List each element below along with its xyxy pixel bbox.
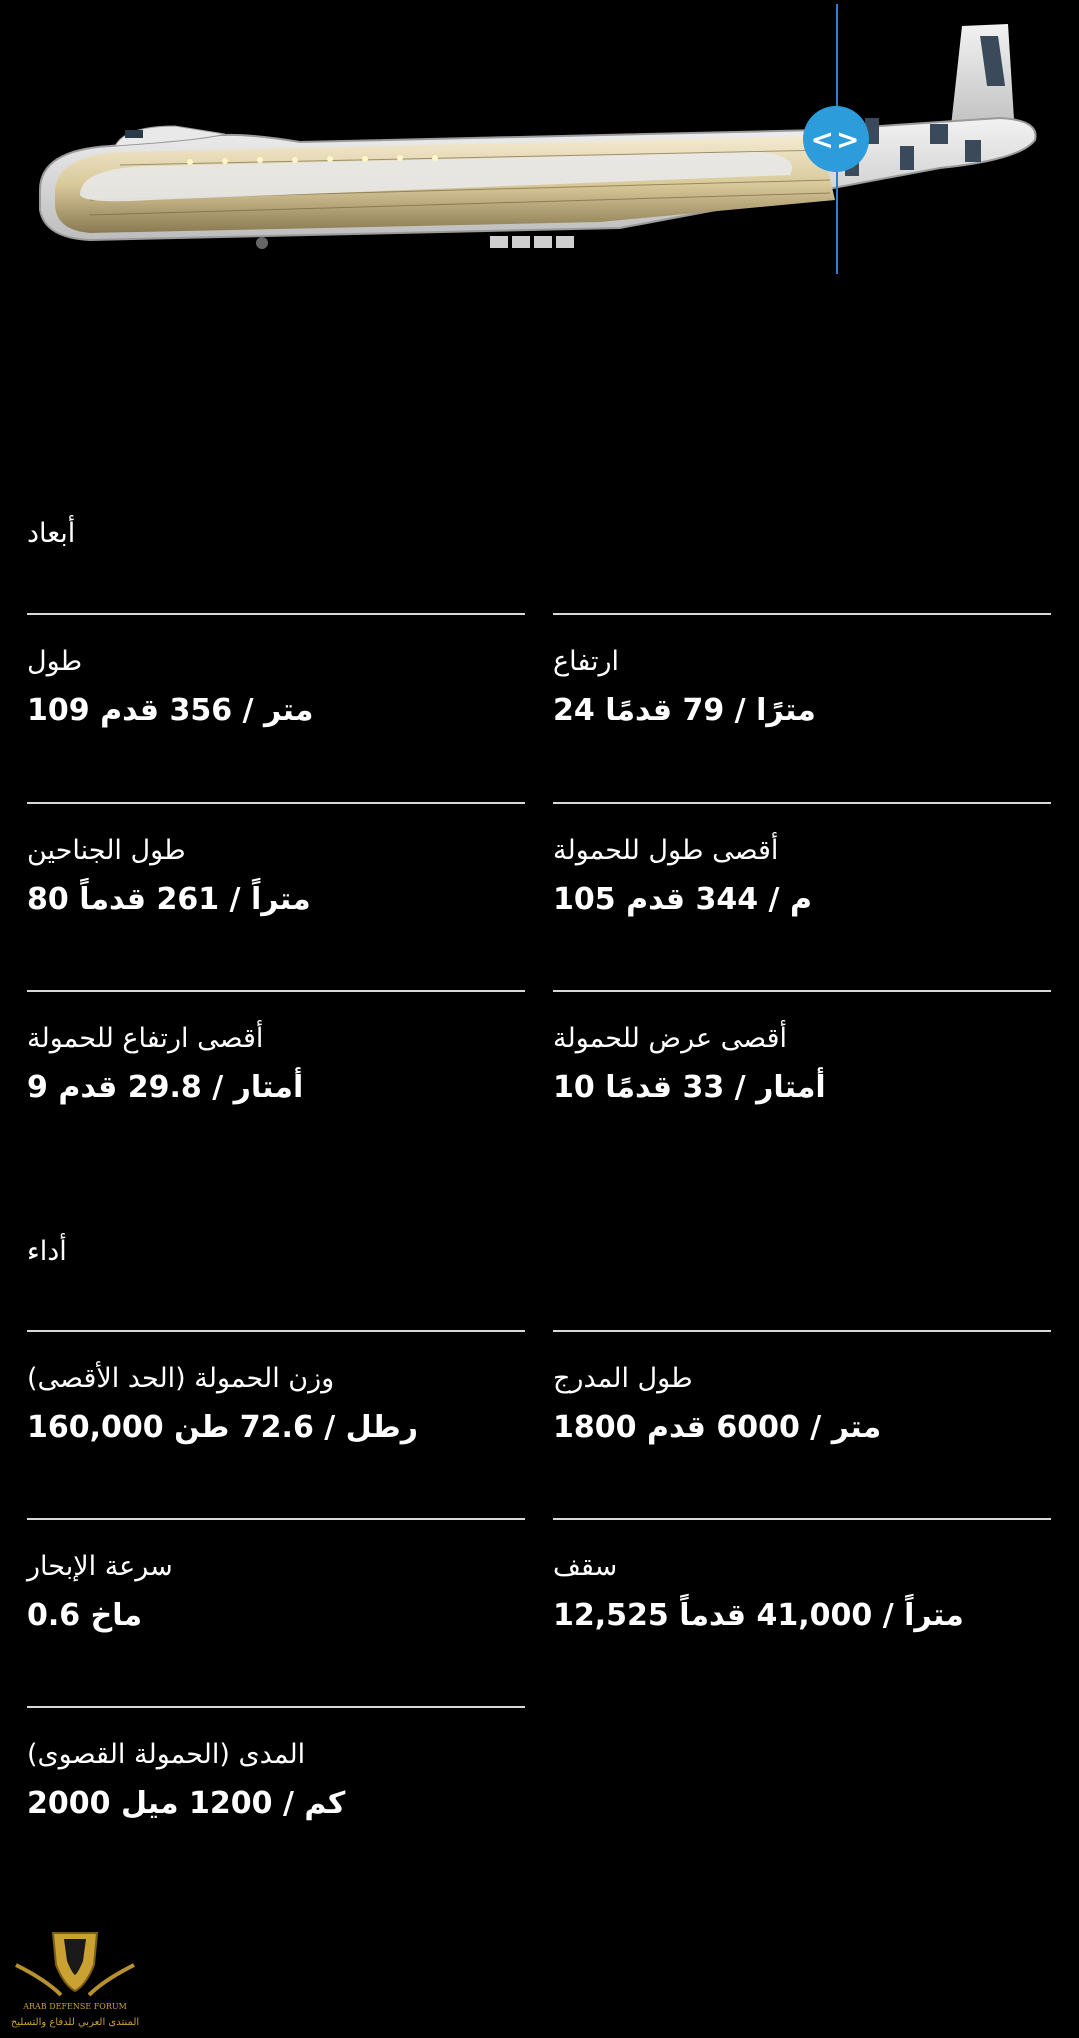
spec-ceiling	[553, 1518, 1051, 1634]
spec-label: سرعة الإبحار	[27, 1551, 173, 1582]
svg-text:ARAB DEFENSE FORUM: ARAB DEFENSE FORUM	[23, 2002, 127, 2011]
spec-value: ماخ 0.6	[27, 1598, 143, 1633]
aircraft-hero	[0, 0, 1079, 300]
spec-value: 1800 متر / 6000 قدم	[553, 1410, 882, 1445]
divider	[27, 1518, 525, 1520]
spec-label: أقصى طول للحمولة	[553, 835, 779, 866]
svg-text:المنتدى العربي للدفاع والتسليح: المنتدى العربي للدفاع والتسليح	[10, 2017, 140, 2028]
spec-range	[27, 1706, 525, 1822]
spec-label: أقصى عرض للحمولة	[553, 1023, 787, 1054]
spec-value: 80 متراً / 261 قدماً	[27, 882, 311, 917]
spec-label: أقصى ارتفاع للحمولة	[27, 1023, 264, 1054]
divider	[553, 613, 1051, 615]
arab-defense-forum-logo	[6, 1925, 144, 2035]
spec-label: طول	[27, 646, 83, 677]
aircraft-illustration	[0, 0, 1079, 300]
divider	[27, 1330, 525, 1332]
chevron-left-right-icon: <>	[810, 122, 862, 156]
spec-height	[553, 613, 1051, 729]
spec-runway-length	[553, 1330, 1051, 1446]
spec-value: 109 متر / 356 قدم	[27, 693, 314, 728]
spec-value: 105 م / 344 قدم	[553, 882, 812, 917]
spec-label: وزن الحمولة (الحد الأقصى)	[27, 1363, 335, 1394]
spec-value: 10 أمتار / 33 قدمًا	[553, 1070, 826, 1105]
spec-label: سقف	[553, 1551, 618, 1582]
spec-wingspan	[27, 802, 525, 918]
spec-cruise-speed	[27, 1518, 525, 1634]
divider	[553, 1330, 1051, 1332]
spec-value: 9 أمتار / 29.8 قدم	[27, 1070, 304, 1105]
spec-label: طول المدرج	[553, 1363, 693, 1394]
comparison-slider-handle[interactable]	[803, 106, 869, 172]
spec-label: طول الجناحين	[27, 835, 186, 866]
spec-length	[27, 613, 525, 729]
spec-value: 24 مترًا / 79 قدمًا	[553, 693, 816, 728]
divider	[553, 1518, 1051, 1520]
spec-max-payload-width	[553, 990, 1051, 1106]
spec-value: 12,525 متراً / 41,000 قدماً	[553, 1598, 964, 1633]
section-title-performance: أداء	[27, 1236, 67, 1267]
divider	[27, 1706, 525, 1708]
divider	[27, 802, 525, 804]
spec-label: ارتفاع	[553, 646, 620, 677]
spec-value: 160,000 رطل / 72.6 طن	[27, 1410, 418, 1445]
divider	[27, 613, 525, 615]
divider	[553, 802, 1051, 804]
divider	[553, 990, 1051, 992]
divider	[27, 990, 525, 992]
spec-max-payload-height	[27, 990, 525, 1106]
section-title-dimensions: أبعاد	[27, 518, 76, 549]
spec-max-payload-length	[553, 802, 1051, 918]
spec-value: 2000 كم / 1200 ميل	[27, 1786, 346, 1821]
spec-label: المدى (الحمولة القصوى)	[27, 1739, 306, 1770]
spec-payload-weight	[27, 1330, 525, 1446]
